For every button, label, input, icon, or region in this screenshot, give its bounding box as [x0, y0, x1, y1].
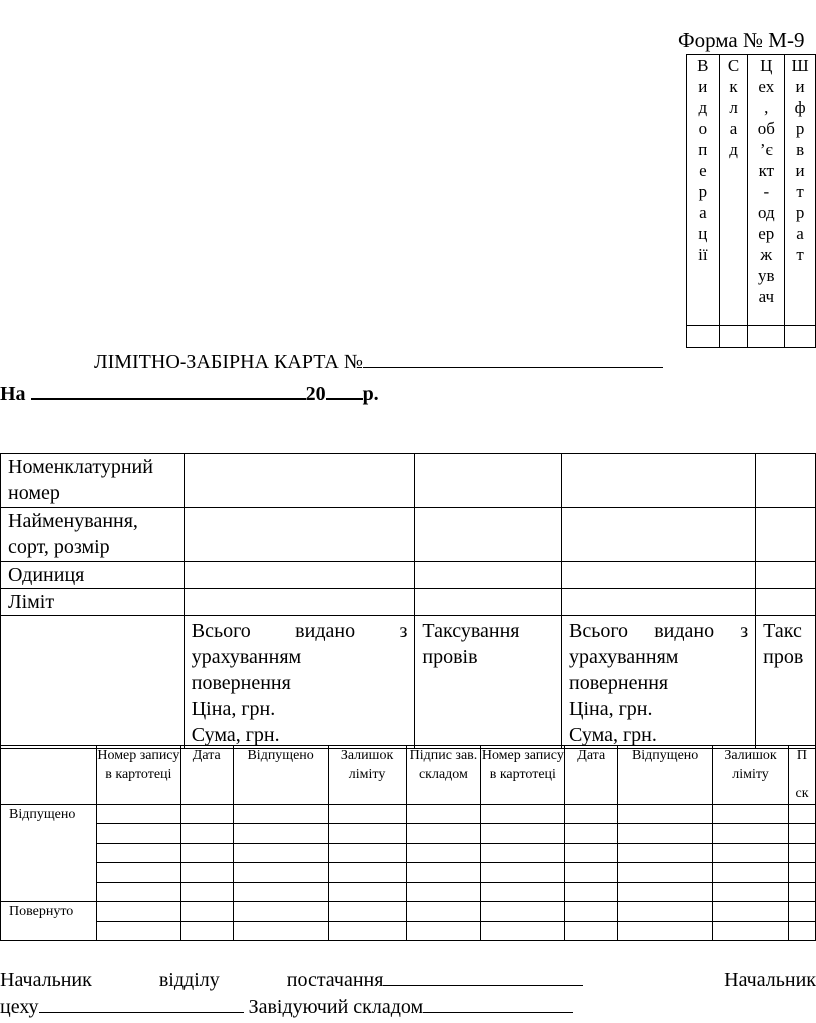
- issued-total-line2: урахуванням: [569, 646, 679, 668]
- entry-cell[interactable]: [713, 922, 789, 941]
- entry-cell[interactable]: [96, 863, 180, 883]
- entry-cell[interactable]: [565, 805, 618, 824]
- movement-table: [0, 745, 816, 941]
- entry-cell[interactable]: [788, 824, 815, 844]
- issued-total-block-2: [562, 616, 756, 749]
- table-row: [1, 824, 816, 844]
- code-char: Ц: [760, 56, 773, 75]
- code-char: об: [757, 119, 775, 138]
- code-char: од: [757, 203, 775, 222]
- title-text: ЛІМІТНО-ЗАБІРНА КАРТА №: [94, 351, 363, 373]
- table-row: [1, 805, 816, 824]
- entry-cell[interactable]: [618, 883, 713, 902]
- code-char: Ш: [791, 56, 809, 75]
- code-char: ж: [760, 245, 773, 264]
- entry-cell[interactable]: [565, 844, 618, 863]
- entry-cell[interactable]: [180, 844, 233, 863]
- taxation-line2-cut: пров: [763, 646, 804, 668]
- entry-cell[interactable]: [180, 805, 233, 824]
- supply-head-label: Начальник відділу постачання: [0, 969, 384, 991]
- code-char: е: [699, 161, 707, 180]
- warehouse-manager-signature[interactable]: [423, 994, 573, 1013]
- header-record-number-2: Номер запису в картотеці: [481, 746, 565, 805]
- taxation-block-2: [756, 616, 816, 749]
- entry-cell[interactable]: [481, 824, 565, 844]
- entry-cell[interactable]: [406, 883, 481, 902]
- header-released: Відпущено: [233, 746, 328, 805]
- value-cell[interactable]: [756, 562, 816, 589]
- code-value-cell[interactable]: [719, 326, 748, 348]
- code-char: о: [698, 119, 708, 138]
- entry-cell[interactable]: [233, 844, 328, 863]
- code-char: ех: [758, 77, 775, 96]
- entry-cell[interactable]: [328, 863, 406, 883]
- row-label-unit: Одиниця: [1, 562, 185, 589]
- code-value-cell[interactable]: [687, 326, 720, 348]
- entry-cell[interactable]: [328, 844, 406, 863]
- table-row: [1, 922, 816, 941]
- entry-cell[interactable]: [788, 863, 815, 883]
- entry-cell[interactable]: [565, 902, 618, 922]
- entry-cell[interactable]: [713, 805, 789, 824]
- entry-cell[interactable]: [406, 902, 481, 922]
- document-title: [94, 348, 663, 374]
- table-row: [1, 902, 816, 922]
- code-char: к: [729, 77, 738, 96]
- entry-cell[interactable]: [565, 883, 618, 902]
- date-year: 20: [305, 383, 326, 405]
- entry-cell[interactable]: [406, 844, 481, 863]
- sum-label: Сума, грн.: [191, 724, 280, 746]
- value-cell[interactable]: [562, 508, 756, 562]
- code-col-operation-type: [687, 55, 720, 326]
- code-char: а: [796, 224, 804, 243]
- date-line: [0, 378, 379, 406]
- header-signature: Підпис зав. складом: [406, 746, 481, 805]
- info-table: [0, 453, 816, 749]
- value-cell[interactable]: [184, 589, 415, 616]
- workshop-head-label-start: Начальник: [724, 969, 816, 991]
- code-char: р: [795, 119, 805, 138]
- code-col-cost-code: [785, 55, 816, 326]
- header-limit-balance-2: Залишок ліміту: [713, 746, 789, 805]
- code-char: т: [796, 245, 804, 264]
- signatures-footer: [0, 967, 816, 1021]
- entry-cell[interactable]: [481, 922, 565, 941]
- row-label-name: Найменування, сорт, розмір: [1, 508, 185, 562]
- entry-cell[interactable]: [618, 805, 713, 824]
- entry-cell[interactable]: [96, 844, 180, 863]
- card-number-field[interactable]: [363, 348, 663, 368]
- entry-cell[interactable]: [713, 883, 789, 902]
- row-label-returned: Повернуто: [1, 902, 97, 941]
- entry-cell[interactable]: [233, 805, 328, 824]
- entry-cell[interactable]: [481, 844, 565, 863]
- code-char: и: [795, 77, 805, 96]
- header-date-2: Дата: [565, 746, 618, 805]
- issued-total-line1: Всього видано з: [191, 620, 408, 642]
- entry-cell[interactable]: [233, 902, 328, 922]
- entry-cell[interactable]: [406, 922, 481, 941]
- code-char: ц: [698, 224, 708, 243]
- entry-cell[interactable]: [233, 824, 328, 844]
- price-label: Ціна, грн.: [191, 698, 276, 720]
- header-released-2: Відпущено: [618, 746, 713, 805]
- form-number: Форма № М-9: [678, 28, 805, 52]
- header-signature-2-cut: П ск: [788, 746, 815, 805]
- table-row: [1, 883, 816, 902]
- entry-cell[interactable]: [96, 824, 180, 844]
- entry-cell[interactable]: [328, 902, 406, 922]
- workshop-head-label-end: цеху: [0, 996, 39, 1018]
- header-record-number: Номер запису в картотеці: [96, 746, 180, 805]
- code-char: и: [698, 77, 708, 96]
- header-empty: [1, 746, 97, 805]
- issued-total-line1: Всього видано з: [569, 620, 749, 642]
- entry-cell[interactable]: [481, 883, 565, 902]
- entry-cell[interactable]: [788, 883, 815, 902]
- entry-cell[interactable]: [481, 902, 565, 922]
- code-char: р: [698, 182, 708, 201]
- date-prefix: На: [0, 383, 31, 405]
- workshop-head-signature[interactable]: [39, 994, 244, 1013]
- entry-cell[interactable]: [713, 824, 789, 844]
- entry-cell[interactable]: [180, 922, 233, 941]
- code-char: р: [795, 203, 805, 222]
- entry-cell[interactable]: [233, 863, 328, 883]
- entry-cell[interactable]: [565, 922, 618, 941]
- value-cell[interactable]: [415, 562, 562, 589]
- header-limit-balance: Залишок ліміту: [328, 746, 406, 805]
- entry-cell[interactable]: [328, 805, 406, 824]
- value-cell[interactable]: [756, 589, 816, 616]
- header-date: Дата: [180, 746, 233, 805]
- entry-cell[interactable]: [180, 883, 233, 902]
- code-char: ув: [758, 266, 775, 285]
- value-cell[interactable]: [562, 454, 756, 508]
- entry-cell[interactable]: [565, 824, 618, 844]
- entry-cell[interactable]: [618, 922, 713, 941]
- code-char: д: [698, 98, 708, 117]
- code-char: в: [796, 140, 805, 159]
- entry-cell[interactable]: [406, 805, 481, 824]
- taxation-line1-cut: Такс: [763, 620, 802, 642]
- code-char: ер: [758, 224, 775, 243]
- entry-cell[interactable]: [618, 902, 713, 922]
- entry-cell[interactable]: [406, 863, 481, 883]
- supply-head-signature[interactable]: [383, 967, 583, 986]
- code-value-cell[interactable]: [785, 326, 816, 348]
- entry-cell[interactable]: [233, 922, 328, 941]
- entry-cell[interactable]: [96, 902, 180, 922]
- code-char: а: [699, 203, 707, 222]
- summary-blank-cell: [1, 616, 185, 749]
- supply-head-line: [0, 967, 583, 994]
- code-col-department: [748, 55, 785, 326]
- entry-cell[interactable]: [618, 844, 713, 863]
- code-char: и: [795, 161, 805, 180]
- code-char: ії: [698, 245, 708, 264]
- entry-cell[interactable]: [713, 902, 789, 922]
- code-char: -: [763, 182, 770, 201]
- entry-cell[interactable]: [180, 824, 233, 844]
- entry-cell[interactable]: [180, 902, 233, 922]
- row-label-issued: Відпущено: [1, 805, 97, 902]
- entry-cell[interactable]: [328, 824, 406, 844]
- code-char: л: [729, 98, 738, 117]
- code-char: ’є: [759, 140, 773, 159]
- year-field[interactable]: [326, 378, 363, 400]
- entry-cell[interactable]: [565, 863, 618, 883]
- value-cell[interactable]: [756, 454, 816, 508]
- date-suffix: р.: [362, 383, 379, 405]
- issued-total-line3: повернення: [569, 672, 669, 694]
- code-table: [686, 54, 816, 348]
- table-row: [1, 863, 816, 883]
- value-cell[interactable]: [562, 589, 756, 616]
- entry-cell[interactable]: [406, 824, 481, 844]
- entry-cell[interactable]: [618, 863, 713, 883]
- value-cell[interactable]: [415, 508, 562, 562]
- warehouse-manager-label: Завідуючий складом: [248, 996, 424, 1018]
- entry-cell[interactable]: [788, 844, 815, 863]
- value-cell[interactable]: [562, 562, 756, 589]
- code-char: ач: [758, 287, 774, 306]
- entry-cell[interactable]: [96, 805, 180, 824]
- entry-cell[interactable]: [96, 922, 180, 941]
- entry-cell[interactable]: [618, 824, 713, 844]
- row-label-limit: Ліміт: [1, 589, 185, 616]
- taxation-line2: провів: [422, 646, 478, 668]
- sum-label: Сума, грн.: [569, 724, 657, 746]
- entry-cell[interactable]: [481, 863, 565, 883]
- taxation-block: [415, 616, 562, 749]
- row-label-nomenclature: Номенклатурний номер: [1, 454, 185, 508]
- entry-cell[interactable]: [481, 805, 565, 824]
- issued-total-line3: повернення: [191, 672, 291, 694]
- code-char: С: [727, 56, 740, 75]
- value-cell[interactable]: [184, 454, 415, 508]
- value-cell[interactable]: [184, 508, 415, 562]
- entry-cell[interactable]: [180, 863, 233, 883]
- entry-cell[interactable]: [96, 883, 180, 902]
- entry-cell[interactable]: [788, 805, 815, 824]
- issued-total-block: [184, 616, 415, 749]
- value-cell[interactable]: [184, 562, 415, 589]
- code-char: а: [729, 119, 738, 138]
- code-char: п: [698, 140, 708, 159]
- code-char: т: [796, 182, 804, 201]
- code-char: ,: [764, 98, 769, 117]
- taxation-line1: Таксування: [422, 620, 520, 642]
- code-char: д: [729, 140, 738, 159]
- entry-cell[interactable]: [713, 844, 789, 863]
- code-char: В: [697, 56, 709, 75]
- issued-total-line2: урахуванням: [191, 646, 302, 668]
- code-char: ф: [794, 98, 806, 117]
- table-row: [1, 844, 816, 863]
- value-cell[interactable]: [415, 454, 562, 508]
- entry-cell[interactable]: [788, 922, 815, 941]
- price-label: Ціна, грн.: [569, 698, 653, 720]
- code-char: кт: [758, 161, 775, 180]
- code-value-cell[interactable]: [748, 326, 785, 348]
- code-col-warehouse: [719, 55, 748, 326]
- entry-cell[interactable]: [328, 922, 406, 941]
- date-field[interactable]: [31, 378, 306, 400]
- entry-cell[interactable]: [233, 883, 328, 902]
- entry-cell[interactable]: [328, 883, 406, 902]
- entry-cell[interactable]: [713, 863, 789, 883]
- value-cell[interactable]: [415, 589, 562, 616]
- entry-cell[interactable]: [788, 902, 815, 922]
- value-cell[interactable]: [756, 508, 816, 562]
